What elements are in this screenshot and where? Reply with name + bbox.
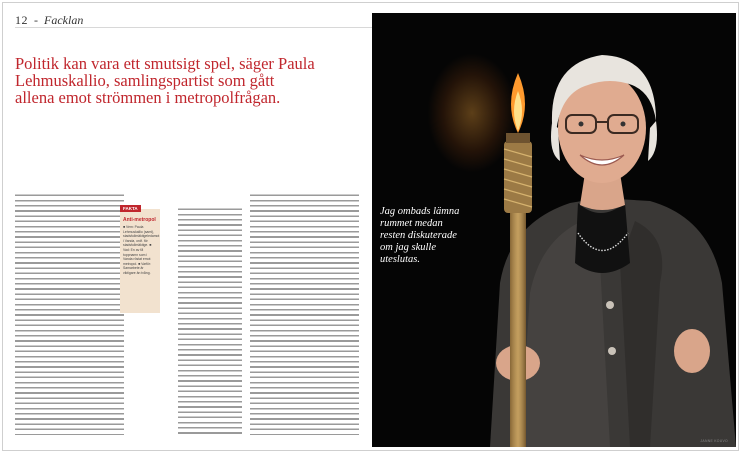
pull-quote-text: Jag ombads lämna rummet medan resten diskuterade om jag skulle uteslutas. [380,206,460,265]
right-page-photo [372,13,736,447]
headline: Politik kan vara ett smutsigt spel, säger Paula Lehmuskallio, samlingspartist som gått allena emot strömmen i metropolfrågan. [15,54,315,107]
photo-credit: JANNE KOUVO [700,439,728,443]
page-number: 12 [15,13,28,27]
column-spacer [132,193,241,207]
page-header [15,13,357,28]
fact-tag: FAKTA [120,205,141,212]
article-body [15,193,359,435]
pull-quote [380,206,462,266]
fact-title: Anti-metropol [123,217,156,223]
header-separator: - [34,13,38,27]
fact-box [120,206,160,313]
text-lines [250,193,359,435]
text-lines [15,193,124,435]
section-name: Facklan [44,13,84,27]
text-lines [178,207,241,435]
magazine-spread [2,2,739,451]
article-column-3 [250,193,359,435]
article-column-1 [15,193,124,435]
portrait-photo [460,33,736,447]
fact-text: ■ Vem: Paula Lehmuskallio (saml), stadsfullmäktigeledamot i Vanda, ordf. för stadsfullmäktige. ■ Vad: En av få toppnamn som i Vanda röstat emot metropol. ■ Varför: Samarbete är viktigare än tvång. [123,225,160,275]
